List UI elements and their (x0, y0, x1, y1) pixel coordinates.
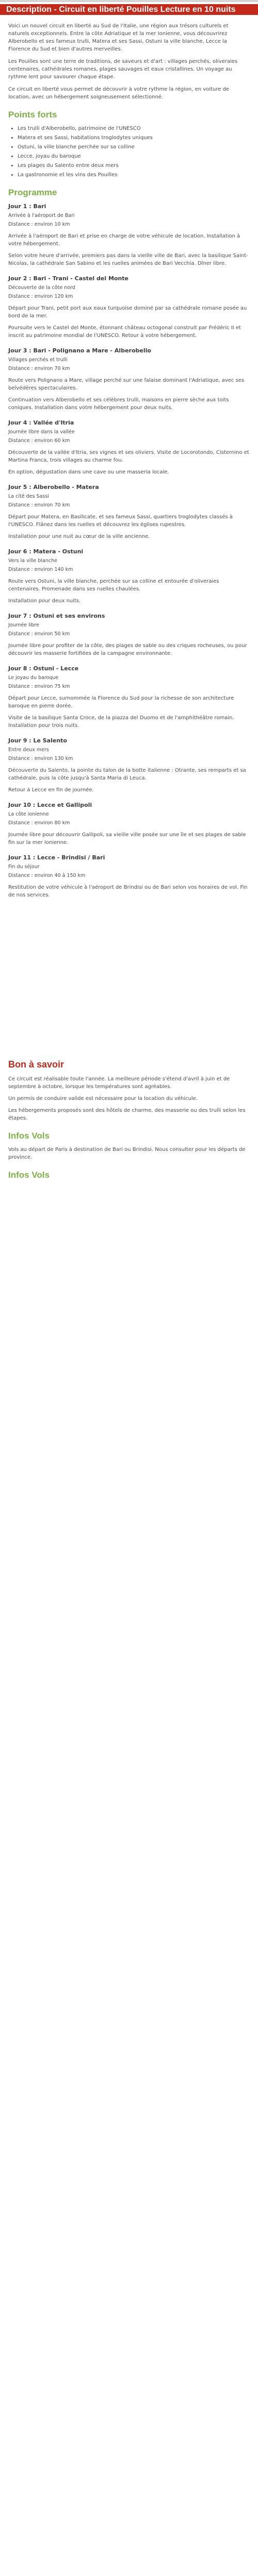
day-paragraph: En option, dégustation dans une cave ou une masseria locale. (8, 469, 169, 476)
day-meta: La côte ionienne (8, 811, 49, 817)
day-distance: Distance : environ 75 km (8, 683, 70, 689)
day-description (8, 513, 250, 540)
day-description (8, 377, 250, 412)
day-title: Jour 8 : Ostuni - Lecce (8, 665, 79, 672)
day-paragraph: Arrivée à l'aéroport de Bari et prise en charge de votre véhicule de location. Installation à votre hébergement. (8, 233, 240, 247)
day-meta: Vers la ville blanche (8, 557, 57, 564)
page (0, 0, 258, 1185)
day-paragraph: Route vers Ostuni, la ville blanche, perchée sur sa colline et entourée d'oliveraies centenaires. Promenade dans ses ruelles chaulées. (8, 579, 219, 592)
list-item: • La gastronomie et les vins des Pouilles (18, 171, 250, 179)
day-meta: La cité des Sassi (8, 493, 49, 499)
day-description (8, 884, 250, 899)
day-description (8, 578, 250, 605)
intro (8, 22, 250, 101)
points-forts-heading: Points forts (8, 110, 57, 120)
day-meta: Découverte de la côte nord (8, 284, 75, 291)
day-description (8, 831, 250, 846)
day-paragraph: Départ pour Matera, en Basilicate, et ses fameux Sassi, quartiers troglodytes classés à l'UNESCO. Flânez dans les ruelles et découvrez les églises rupestres. (8, 514, 233, 528)
infos-vols-heading: Infos Vols (8, 1130, 50, 1141)
day-title: Jour 2 : Bari - Trani - Castel del Monte (8, 275, 128, 282)
day-paragraph: Journée libre pour profiter de la côte, des plages de sable ou des criques rocheuses, ou pour découvrir les masserie fortifiées de la campagne environnante. (8, 643, 247, 657)
day-title: Jour 4 : Vallée d'Itria (8, 419, 74, 427)
day-distance: Distance : environ 140 km (8, 566, 73, 572)
programme-day (8, 854, 250, 899)
day-paragraph: Continuation vers Alberobello et ses célèbres trulli, maisons en pierre sèche aux toits coniques. Installation dans votre hébergement pour deux nuits. (8, 397, 229, 411)
list-item: • Les trulli d'Alberobello, patrimoine de l'UNESCO (18, 125, 250, 132)
day-distance: Distance : environ 130 km (8, 755, 73, 761)
programme-day (8, 612, 250, 657)
day-meta: Arrivée à l'aéroport de Bari (8, 212, 75, 218)
day-paragraph: Restitution de votre véhicule à l'aéroport de Brindisi ou de Bari selon vos horaires de vol. Fin de nos services. (8, 885, 248, 899)
day-distance: Distance : environ 60 km (8, 437, 70, 444)
day-paragraph: Installation pour une nuit au cœur de la ville ancienne. (8, 534, 150, 540)
top-rule (0, 0, 258, 2)
list-item: • Lecce, joyau du baroque (18, 152, 250, 160)
day-distance: Distance : environ 80 km (8, 820, 70, 826)
infos-vols (8, 1130, 250, 1161)
day-distance: Distance : environ 70 km (8, 365, 70, 371)
day-description (8, 449, 250, 476)
day-paragraph: Découverte du Salento, la pointe du talon de la botte italienne : Otrante, ses remparts et sa cathédrale, puis la côte jusqu'à Santa Maria di Leuca. (8, 768, 246, 782)
main-content (0, 15, 258, 1181)
day-paragraph: Découverte de la vallée d'Itria, ses vignes et ses oliviers. Visite de Locorotondo, Cisternino et Martina Franca, trois villages au charme fou. (8, 450, 249, 464)
day-distance: Distance : environ 120 km (8, 293, 73, 299)
day-distance: Distance : environ 40 à 150 km (8, 872, 86, 878)
day-paragraph: Installation pour deux nuits. (8, 598, 81, 604)
programme-day (8, 202, 250, 267)
day-paragraph: Retour à Lecce en fin de journée. (8, 787, 94, 793)
intro-paragraph: Voici un nouvel circuit en liberté au Sud de l'Italie, une région aux trésors culturels et naturels exceptionnels. Entre la côte Adriatique et la mer Ionienne, vous découvrirez Alberobello et ses fameux trulli, Matera et ses Sassi, Ostuni la ville blanche, Lecce la Florence du Sud et bien d'autres merveilles. (8, 23, 229, 52)
programme-day (8, 801, 250, 846)
page-title: Description - Circuit en liberté Pouilles Lecture en 10 nuits (0, 4, 258, 15)
intro-paragraph: Ce circuit en liberté vous permet de découvrir à votre rythme la région, en voiture de location, avec un hébergement soigneusement sélectionné. (8, 87, 230, 100)
info-paragraph: Un permis de conduire valide est nécessaire pour la location du véhicule. (8, 1095, 198, 1101)
list-item: • Les plages du Salento entre deux mers (18, 162, 250, 170)
day-description (8, 694, 250, 730)
day-paragraph: Départ pour Lecce, surnommée la Florence du Sud pour la richesse de son architecture baroque en pierre dorée. (8, 696, 234, 709)
info-paragraph: Les hébergements proposés sont des hôtels de charme, des masserie ou des trulli selon les étapes. (8, 1107, 246, 1121)
programme-heading: Programme (8, 188, 57, 198)
day-title: Jour 10 : Lecce et Gallipoli (8, 802, 92, 809)
day-title: Jour 3 : Bari - Polignano a Mare - Alberobello (8, 347, 151, 354)
day-meta: Entre deux mers (8, 747, 49, 753)
day-title: Jour 1 : Bari (8, 203, 46, 210)
day-description (8, 232, 250, 267)
day-distance: Distance : environ 50 km (8, 631, 70, 637)
programme-day (8, 548, 250, 605)
info-paragraph: Vols au départ de Paris à destination de Bari ou Brindisi. Nous consulter pour les départs de province. (8, 1146, 246, 1160)
points-forts-list (8, 125, 250, 179)
info-paragraph: Ce circuit est réalisable toute l'année. La meilleure période s'étend d'avril à juin et de septembre à octobre, lorsque les températures sont agréables. (8, 1076, 230, 1090)
programme-day (8, 347, 250, 412)
programme-day (8, 737, 250, 794)
bon-a-savoir (8, 1059, 250, 1122)
day-paragraph: Route vers Polignano a Mare, village perché sur une falaise dominant l'Adriatique, avec ses belvédères spectaculaires. (8, 378, 245, 392)
day-title: Jour 11 : Lecce - Brindisi / Bari (8, 854, 105, 861)
programme-day (8, 483, 250, 540)
infos-vols-heading-2: Infos Vols (8, 1170, 50, 1180)
day-description (8, 767, 250, 794)
programme-day (8, 275, 250, 340)
programme (8, 187, 250, 899)
day-paragraph: Selon votre heure d'arrivée, premiers pas dans la vieille ville de Bari, avec la basilique Saint-Nicolas, la cathédrale San Sabino et les ruelles animées de Bari Vecchia. Dîner libre. (8, 253, 248, 267)
day-description (8, 304, 250, 340)
day-paragraph: Départ pour Trani, petit port aux eaux turquoise dominé par sa cathédrale romane posée au bord de la mer. (8, 306, 247, 319)
spacer (8, 906, 250, 1056)
list-item: • Ostuni, la ville blanche perchée sur sa colline (18, 143, 250, 151)
day-paragraph: Poursuite vers le Castel del Monte, étonnant château octogonal construit par Frédéric II et inscrit au patrimoine mondial de l'UNESCO. Retour à votre hébergement. (8, 325, 241, 339)
programme-day (8, 419, 250, 476)
day-meta: Le joyau du baroque (8, 674, 59, 681)
day-title: Jour 9 : Le Salento (8, 737, 67, 744)
day-list (8, 202, 250, 899)
day-distance: Distance : environ 10 km (8, 221, 70, 227)
day-meta: Fin du séjour (8, 863, 40, 870)
day-description (8, 642, 250, 657)
intro-paragraph: Les Pouilles sont une terre de traditions, de saveurs et d'art : villages perchés, oliveraies centenaires, cathédrales romanes, plages sauvages et eaux cristallines. Un voyage au rythme lent pour savourer chaque étape. (8, 59, 238, 80)
bon-a-savoir-heading: Bon à savoir (8, 1059, 64, 1070)
day-title: Jour 5 : Alberobello - Matera (8, 484, 99, 491)
day-paragraph: Journée libre pour découvrir Gallipoli, sa vieille ville posée sur une île et ses plages de sable fin sur la mer Ionienne. (8, 832, 246, 846)
list-item: • Matera et ses Sassi, habitations troglodytes uniques (18, 134, 250, 142)
day-meta: Journée libre dans la vallée (8, 429, 75, 435)
programme-day (8, 665, 250, 730)
day-distance: Distance : environ 70 km (8, 502, 70, 508)
day-meta: Journée libre (8, 622, 39, 628)
day-title: Jour 6 : Matera - Ostuni (8, 548, 84, 555)
day-meta: Villages perchés et trulli (8, 357, 68, 363)
day-paragraph: Visite de la basilique Santa Croce, de la piazza del Duomo et de l'amphithéâtre romain. Installation pour trois nuits. (8, 715, 234, 729)
day-title: Jour 7 : Ostuni et ses environs (8, 613, 105, 620)
